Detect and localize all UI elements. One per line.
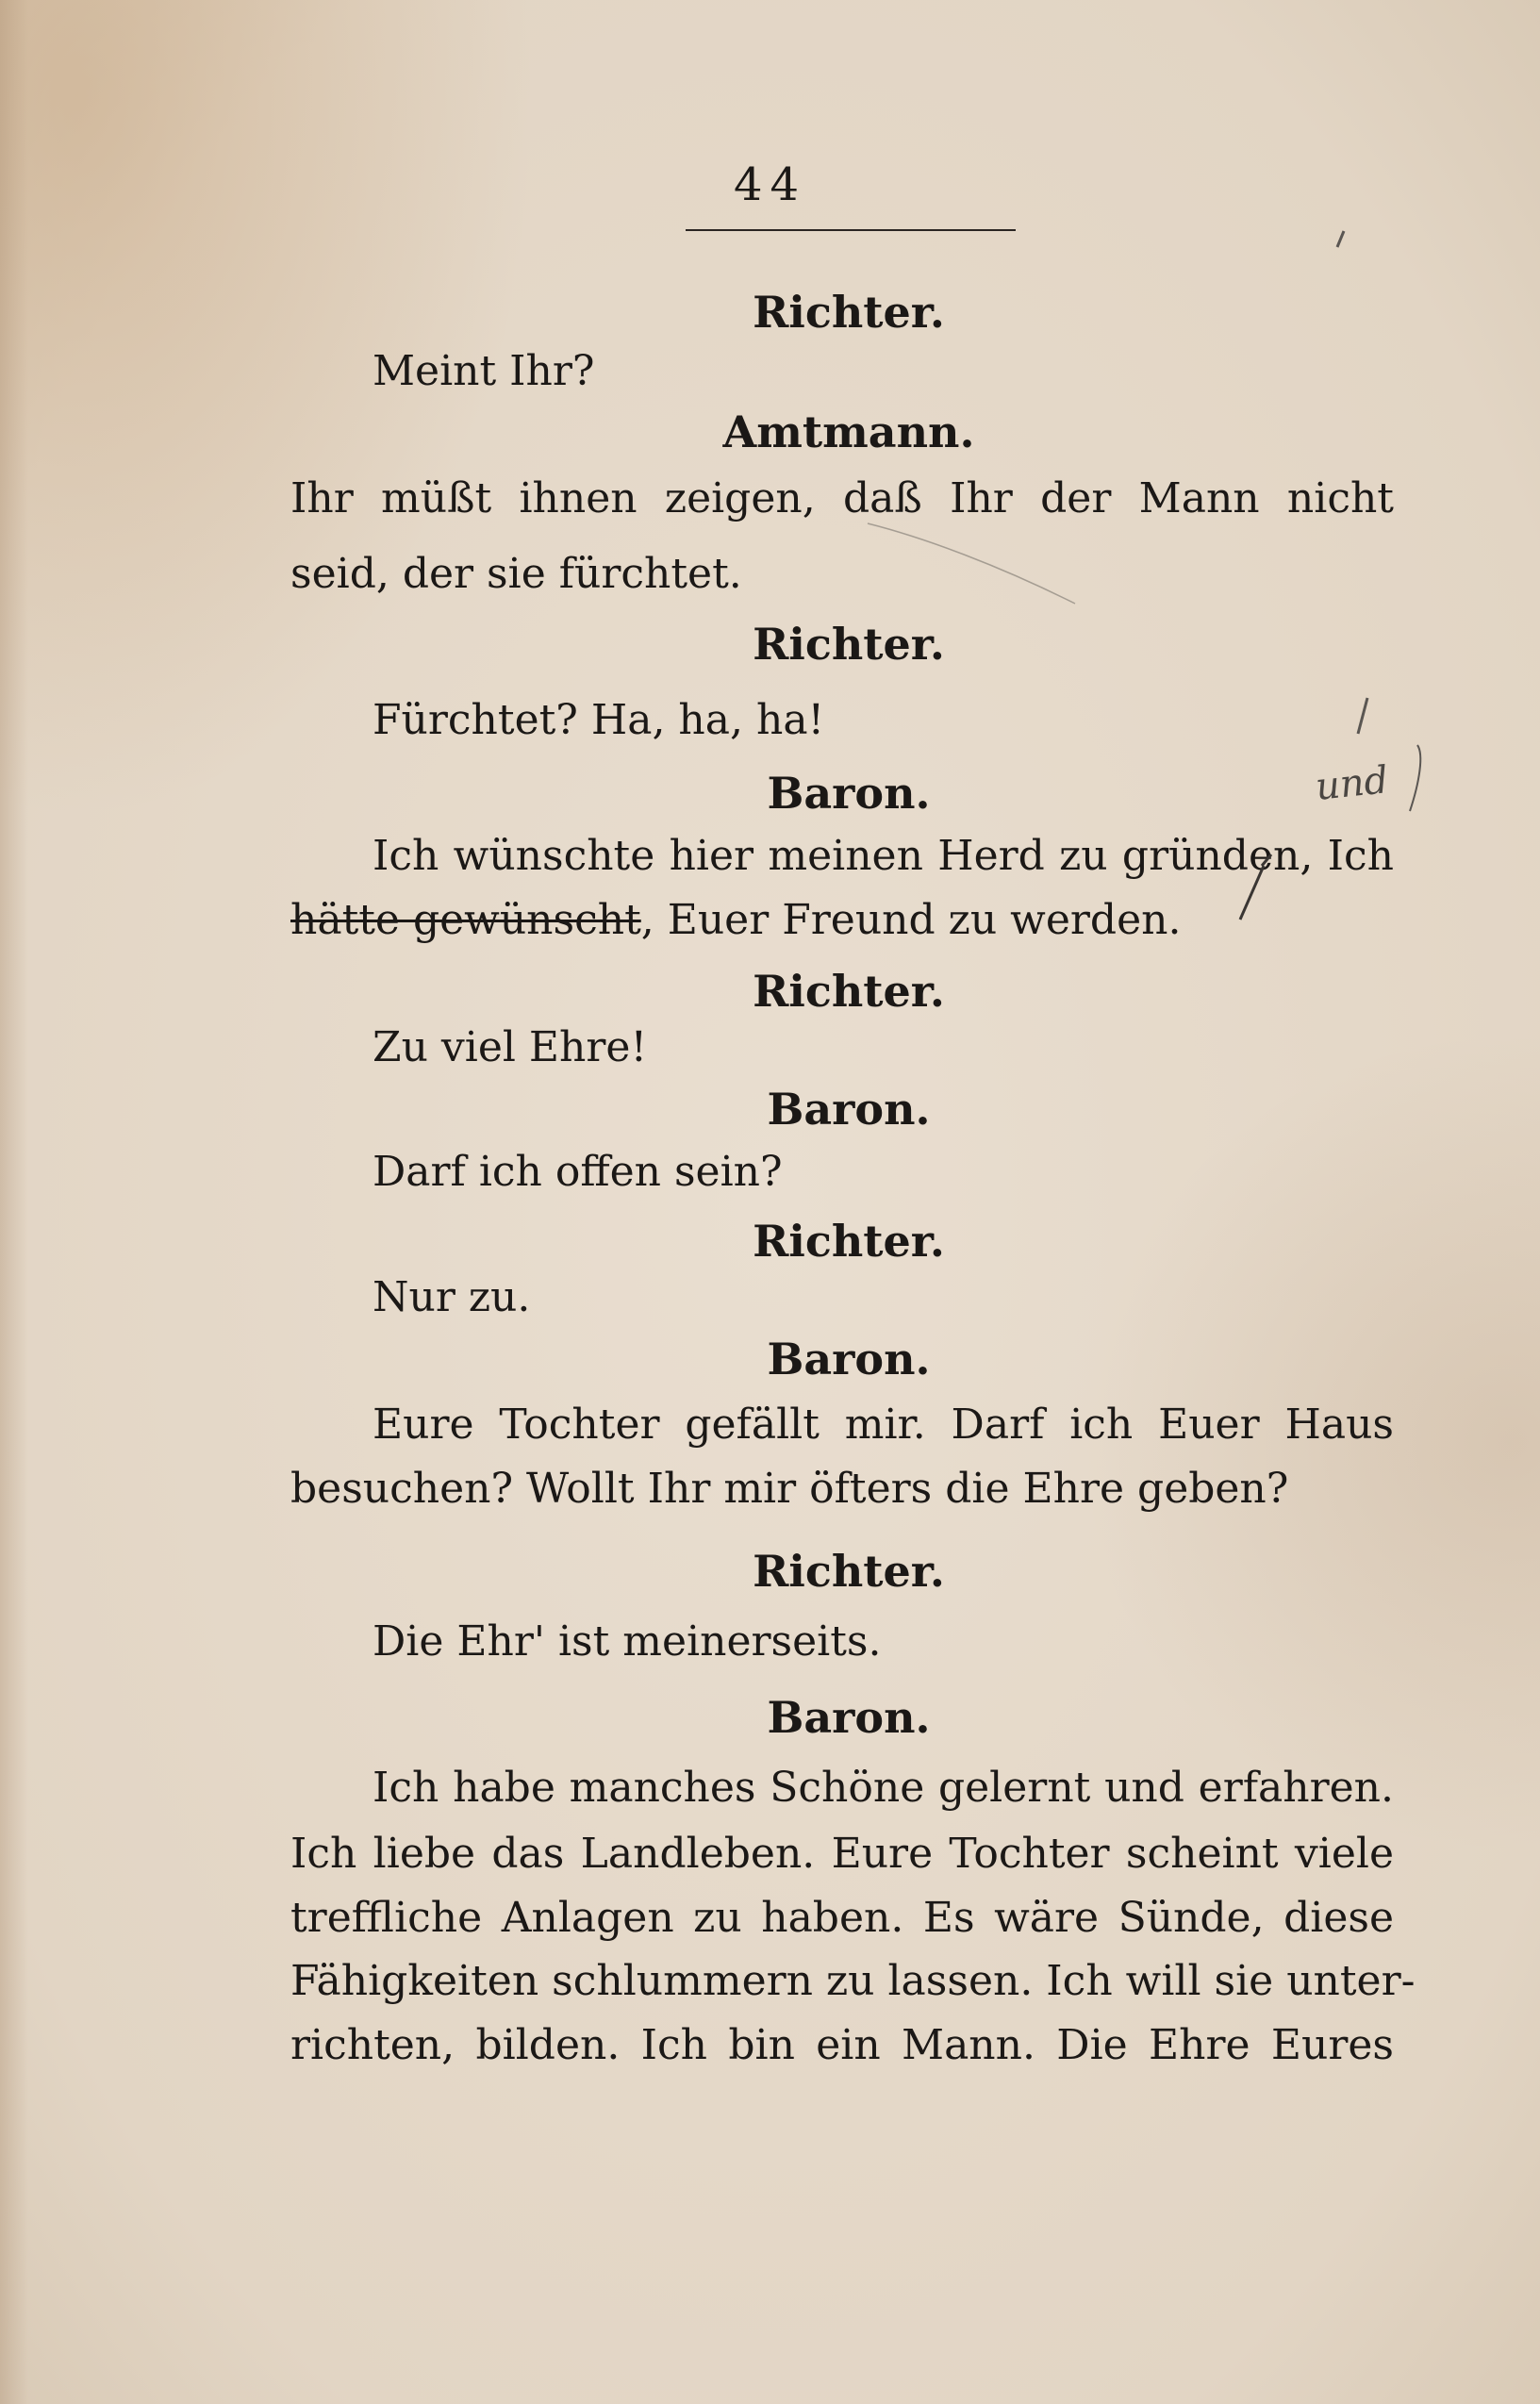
speaker-richter: Richter. (753, 619, 945, 670)
dialogue-line: seid, der sie fürchtet. (290, 550, 742, 598)
speaker-baron: Baron. (767, 1692, 931, 1743)
struck-text: hätte gewünscht (290, 896, 641, 944)
dialogue-line: Darf ich offen sein? (373, 1148, 783, 1196)
pencil-stroke (1410, 745, 1420, 811)
dialogue-line (290, 896, 1181, 945)
speaker-richter: Richter. (753, 1216, 945, 1267)
page-edge-shadow (0, 0, 28, 2404)
pencil-stroke (1358, 698, 1367, 734)
header-rule (686, 229, 1016, 231)
speaker-richter: Richter. (753, 1546, 945, 1597)
dialogue-line: Ich wünschte hier meinen Herd zu gründen, Ich (373, 832, 1394, 880)
speaker-baron: Baron. (767, 1334, 931, 1384)
dialogue-line: Ihr müßt ihnen zeigen, daß Ihr der Mann nicht (290, 474, 1394, 522)
speaker-richter: Richter. (753, 966, 945, 1017)
page-number: 44 (733, 158, 807, 211)
speaker-richter: Richter. (753, 287, 945, 338)
dialogue-line: Eure Tochter gefällt mir. Darf ich Euer Haus (373, 1401, 1394, 1449)
speaker-baron: Baron. (767, 768, 931, 819)
pencil-stroke (1337, 231, 1344, 247)
dialogue-line: Nur zu. (373, 1273, 531, 1321)
dialogue-line: Zu viel Ehre! (373, 1023, 648, 1071)
dialogue-line: Die Ehr' ist meinerseits. (373, 1617, 882, 1666)
dialogue-line: richten, bilden. Ich bin ein Mann. Die Ehre Eures (290, 2021, 1394, 2069)
dialogue-line: besuchen? Wollt Ihr mir öfters die Ehre geben? (290, 1465, 1289, 1513)
speaker-baron: Baron. (767, 1084, 931, 1135)
dialogue-line: Fürchtet? Ha, ha, ha! (373, 696, 825, 744)
dialogue-line: Meint Ihr? (373, 347, 595, 395)
dialogue-line: treffliche Anlagen zu haben. Es wäre Sünde, diese (290, 1894, 1394, 1942)
dialogue-line: Ich liebe das Landleben. Eure Tochter scheint viele (290, 1830, 1394, 1878)
dialogue-line: Fähigkeiten schlummern zu lassen. Ich will sie unter- (290, 1957, 1416, 2005)
dialogue-line: Ich habe manches Schöne gelernt und erfahren. (373, 1764, 1394, 1812)
margin-note: und (1313, 758, 1391, 809)
dialogue-text: , Euer Freund zu werden. (640, 896, 1182, 944)
pencil-stroke (868, 523, 1075, 604)
speaker-amtmann: Amtmann. (722, 406, 975, 457)
